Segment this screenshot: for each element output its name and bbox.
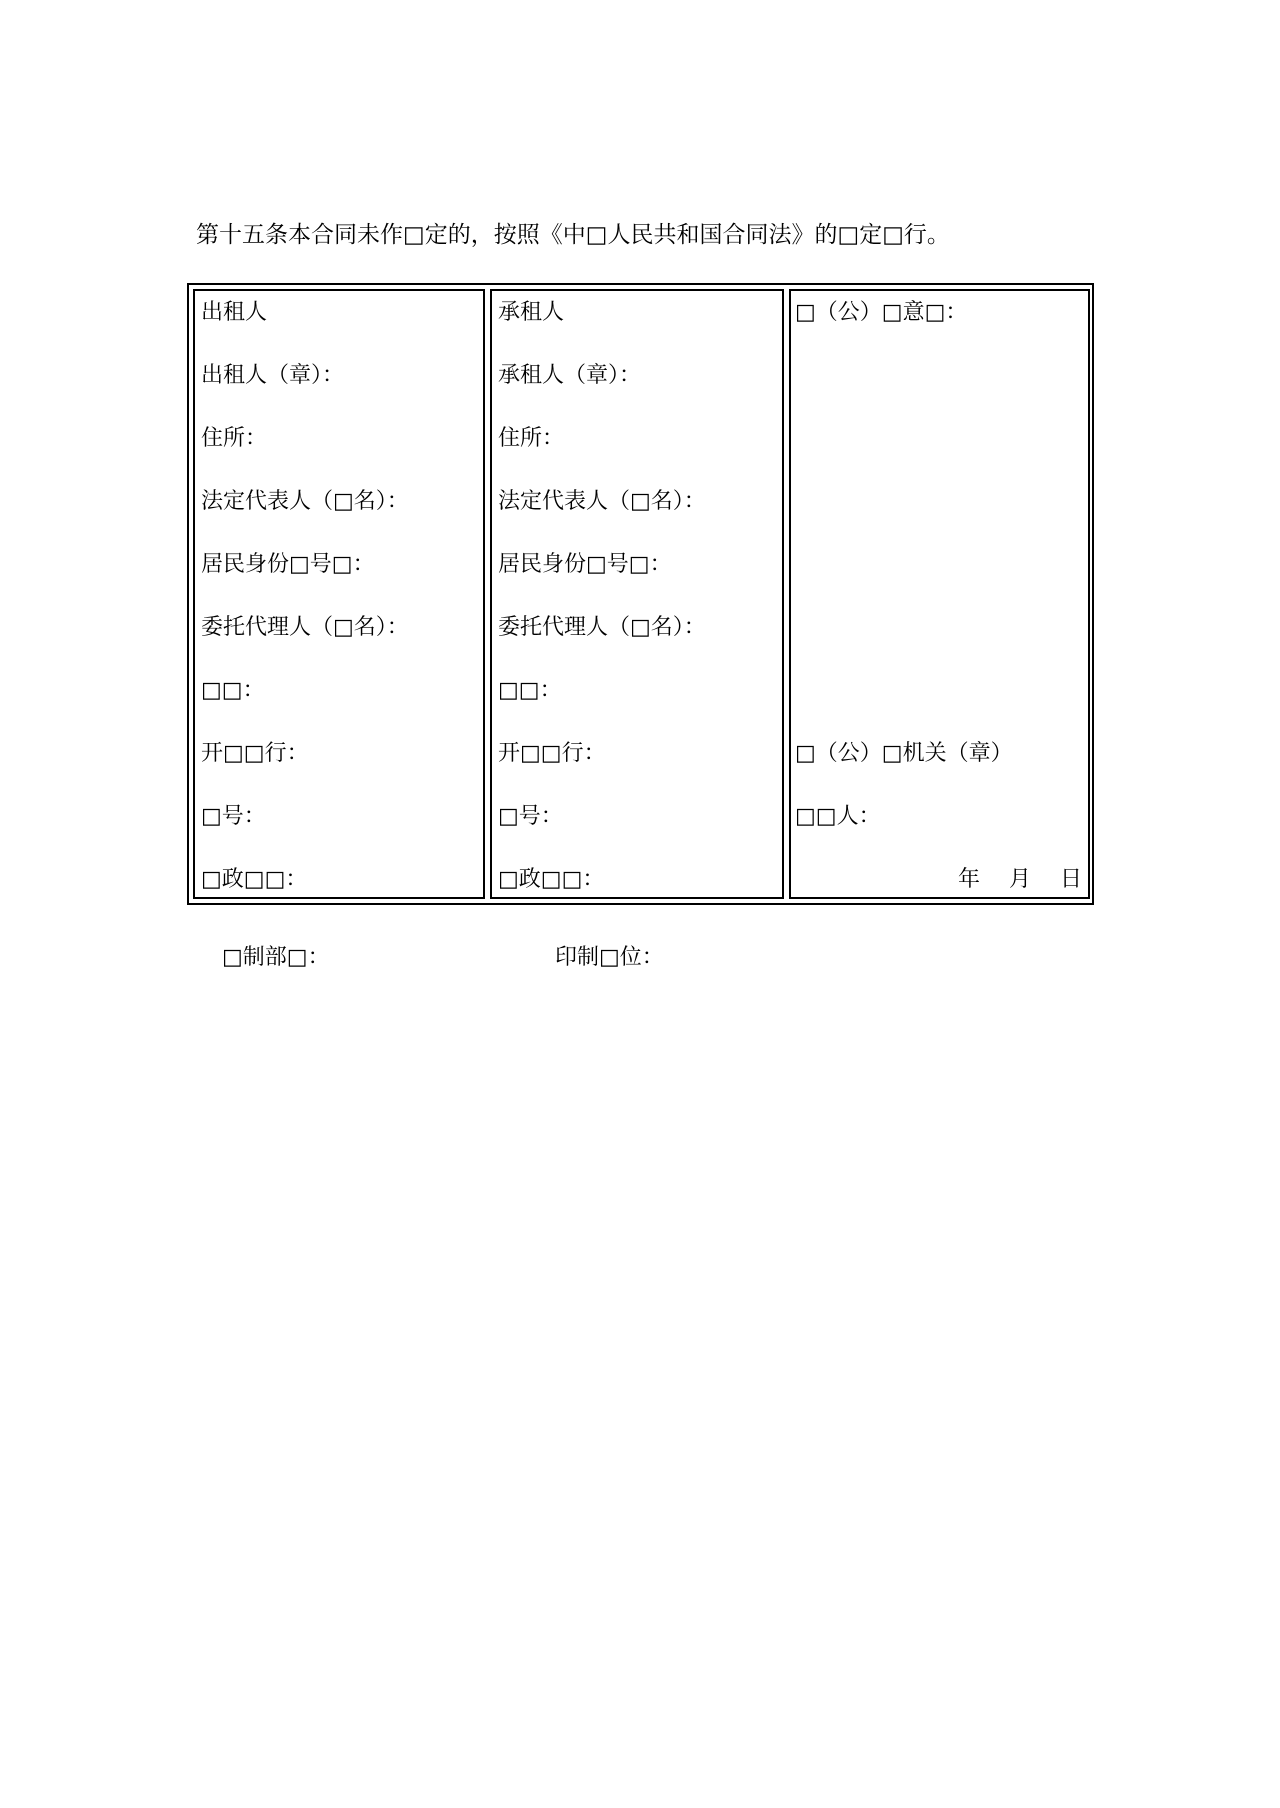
- lessor-heading: 出租人: [201, 300, 268, 325]
- date-month-label: 月: [1008, 867, 1031, 892]
- notary-authority-seal: □（公）□机关（章）: [795, 741, 1013, 766]
- printing-unit-field: 印制□位：: [555, 945, 664, 970]
- date-year-label: 年: [957, 867, 980, 892]
- lessor-legal-rep-field: 法定代表人（□名）：: [201, 489, 409, 514]
- lessee-account-field: □号：: [498, 804, 563, 829]
- lessor-id-number-field: 居民身份□号□：: [201, 552, 375, 577]
- lessee-phone-field: □□：: [498, 678, 562, 703]
- lessor-address-field: 住所：: [201, 426, 268, 451]
- lessor-account-field: □号：: [201, 804, 266, 829]
- lessee-legal-rep-field: 法定代表人（□名）：: [498, 489, 706, 514]
- lessee-bank-field: 开□□行：: [498, 741, 606, 766]
- lessor-agent-field: 委托代理人（□名）：: [201, 615, 409, 640]
- lessee-address-field: 住所：: [498, 426, 565, 451]
- notary-column: [789, 289, 1090, 899]
- lessee-agent-field: 委托代理人（□名）：: [498, 615, 706, 640]
- lessee-postcode-field: □政□□：: [498, 867, 605, 892]
- notary-opinion-field: □（公）□意□：: [795, 300, 968, 325]
- notary-handler-field: □□人：: [795, 804, 881, 829]
- date-day-label: 日: [1059, 867, 1082, 892]
- lessor-bank-field: 开□□行：: [201, 741, 309, 766]
- lessee-seal-field: 承租人（章）：: [498, 363, 642, 388]
- lessor-seal-field: 出租人（章）：: [201, 363, 345, 388]
- notary-date-line: [958, 866, 1082, 894]
- lessor-phone-field: □□：: [201, 678, 265, 703]
- lessor-column: [193, 289, 485, 899]
- signature-table: [187, 283, 1094, 905]
- clause-fifteen: 第十五条本合同未作□定的，按照《中□人民共和国合同法》的□定□行。: [196, 222, 950, 248]
- lessee-id-number-field: 居民身份□号□：: [498, 552, 672, 577]
- lessor-postcode-field: □政□□：: [201, 867, 308, 892]
- supervising-department-field: □制部□：: [222, 945, 330, 970]
- lessee-column: [490, 289, 784, 899]
- lessee-heading: 承租人: [498, 300, 565, 325]
